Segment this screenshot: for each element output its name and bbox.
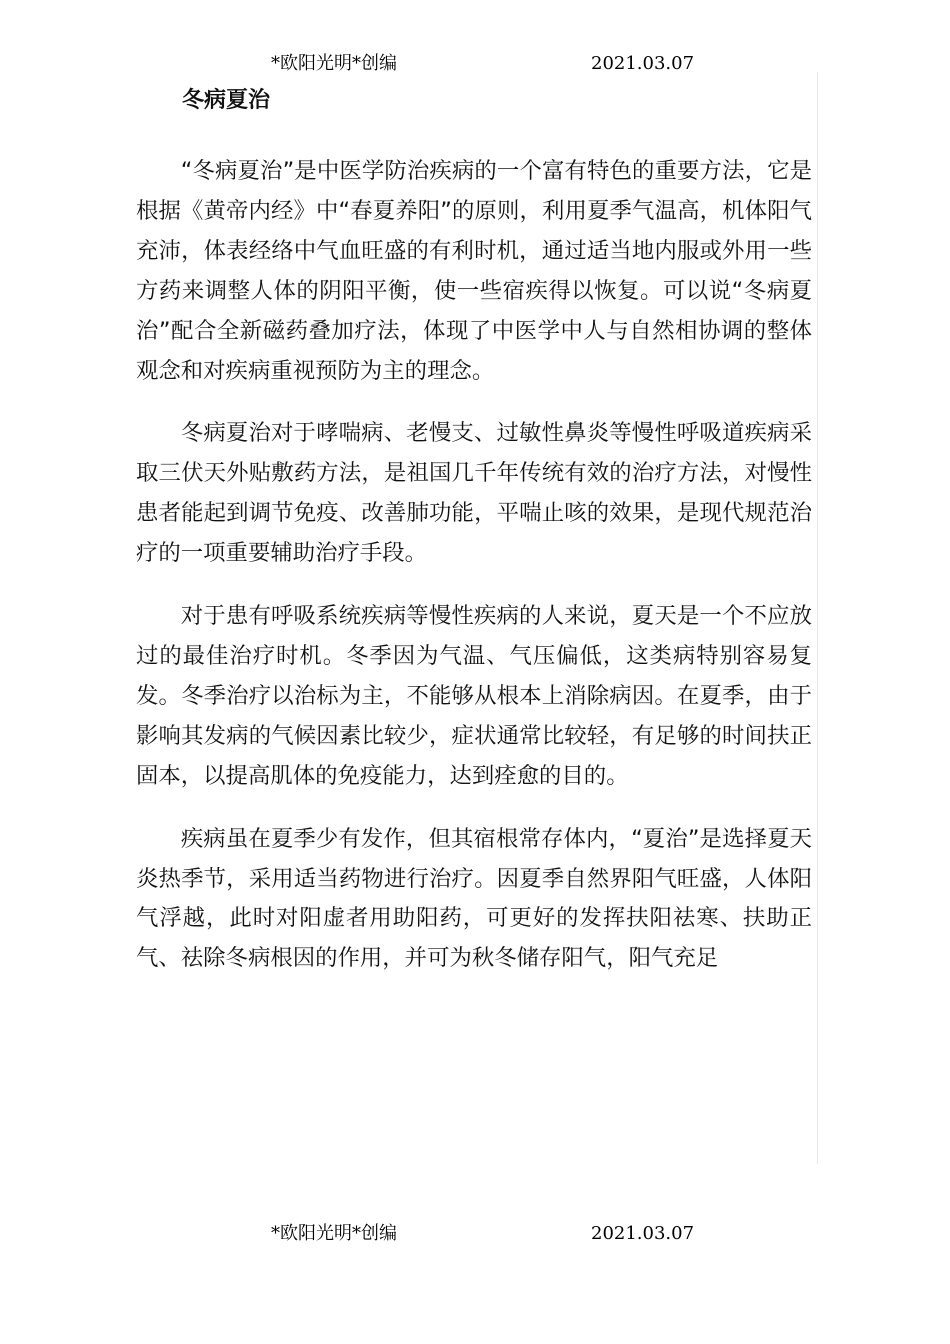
page-edge-line — [817, 72, 818, 1164]
document-body — [136, 152, 812, 1002]
footer-author: *欧阳光明*创编 — [271, 1223, 397, 1244]
footer-date: 2021.03.07 — [591, 1223, 695, 1244]
document-title: 冬病夏治 — [182, 88, 271, 113]
header-author: *欧阳光明*创编 — [271, 53, 397, 74]
paragraph-3: 对于患有呼吸系统疾病等慢性疾病的人来说，夏天是一个不应放过的最佳治疗时机。冬季因为气温、气压偏低，这类病特别容易复发。冬季治疗以治标为主，不能够从根本上消除病因。在夏季，由于影响其发病的气候因素比较少，症状通常比较轻，有足够的时间扶正固本，以提高肌体的免疫能力，达到痊愈的目的。 — [136, 603, 812, 789]
header-date: 2021.03.07 — [591, 53, 695, 74]
paragraph-1: “冬病夏治”是中医学防治疾病的一个富有特色的重要方法，它是根据《黄帝内经》中“春夏养阳”的原则，利用夏季气温高，机体阳气充沛，体表经络中气血旺盛的有利时机，通过适当地内服或外用一些方药来调整人体的阴阳平衡，使一些宿疾得以恢复。可以说“冬病夏治”配合全新磁药叠加疗法，体现了中医学中人与自然相协调的整体观念和对疾病重视预防为主的理念。 — [136, 158, 812, 384]
paragraph-2: 冬病夏治对于哮喘病、老慢支、过敏性鼻炎等慢性呼吸道疾病采取三伏天外贴敷药方法，是祖国几千年传统有效的治疗方法，对慢性患者能起到调节免疫、改善肺功能，平喘止咳的效果，是现代规范治疗的一项重要辅助治疗手段。 — [136, 420, 812, 567]
paragraph-4: 疾病虽在夏季少有发作，但其宿根常存体内，“夏治”是选择夏天炎热季节，采用适当药物进行治疗。因夏季自然界阳气旺盛，人体阳气浮越，此时对阳虚者用助阳药，可更好的发挥扶阳祛寒、扶助正气、祛除冬病根因的作用，并可为秋冬储存阳气，阳气充足 — [136, 825, 812, 972]
